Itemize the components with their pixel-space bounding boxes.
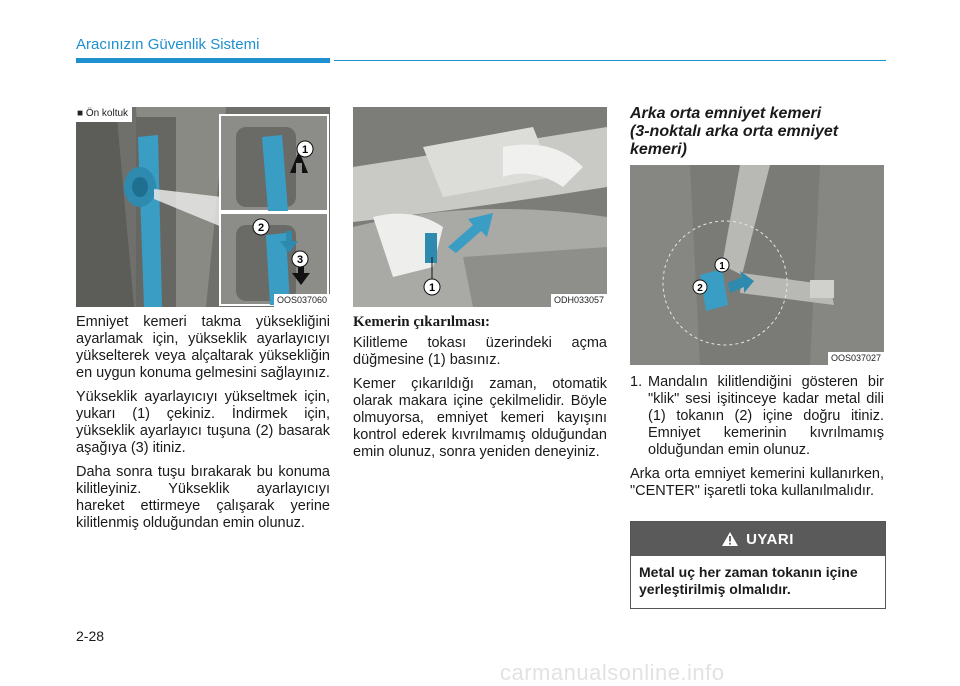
paragraph: Emniyet kemeri takma yüksekliğini ayarlamak için, yükseklik ayarlayıcıyı yükselterek veya alçaltarak yüksekliğin en uygun konuma gelmesini sağlayınız. [76, 314, 330, 381]
warning-box [630, 521, 886, 609]
paragraph: Kilitleme tokası üzerindeki açma düğmesine (1) basınız. [353, 335, 607, 368]
header-rule-thin [334, 60, 886, 61]
figure-code: OOS037060 [274, 294, 330, 307]
callout-1: 1 [719, 261, 725, 272]
callout-2: 2 [257, 222, 265, 234]
paragraph: Arka orta emniyet kemerini kullanırken, "CENTER" işaretli toka kullanılmalıdır. [630, 466, 884, 499]
figure-height-adjuster [76, 107, 330, 307]
column-1-text [76, 314, 330, 539]
section-title: Aracınızın Güvenlik Sistemi [76, 36, 260, 53]
column-2-text [353, 314, 607, 468]
section-heading [630, 105, 884, 159]
callout-1: 1 [428, 282, 436, 294]
callout-1: 1 [301, 144, 309, 156]
list-item [630, 374, 884, 459]
watermark: carmanualsonline.info [500, 660, 725, 685]
warning-text: Metal uç her zaman tokanın içine yerleştirilmiş olmalıdır. [639, 564, 858, 597]
heading-line: Arka orta emniyet kemeri [630, 105, 822, 122]
figure-rear-center-belt [630, 165, 884, 365]
figure-belt-release [353, 107, 607, 307]
list-text: Mandalın kilitlendiğini gösteren bir "klik" sesi işitinceye kadar metal dili (1) tokanın (2) içine doğru itiniz. Emniyet kemerinin kıvrılmamış olduğundan emin olunuz. [648, 374, 884, 458]
subheading: Kemerin çıkarılması: [353, 314, 491, 330]
warning-triangle-icon [722, 532, 738, 546]
figure-code: OOS037027 [828, 352, 884, 365]
callout-3: 3 [296, 254, 304, 266]
warning-label: UYARI [746, 530, 794, 548]
heading-line: kemeri) [630, 141, 687, 158]
paragraph: Daha sonra tuşu bırakarak bu konuma kilitleyiniz. Yükseklik ayarlayıcıyı hareket ettirmeye çalışarak yerine kilitlenmiş olduğundan emin olunuz. [76, 464, 330, 531]
paragraph: Yükseklik ayarlayıcıyı yükseltmek için, yukarı (1) çekiniz. İndirmek için, yükseklik ayarlayıcı tuşuna (2) basarak aşağıya (3) itiniz. [76, 389, 330, 456]
page-number: 2-28 [76, 628, 105, 644]
warning-header [631, 522, 885, 556]
paragraph: Kemer çıkarıldığı zaman, otomatik olarak makara içine çekilmelidir. Böyle olmuyorsa, emniyet kemeri kayışını kontrol ederek kıvrılmamış olduğundan emin olunuz, sonra yeniden deneyiniz. [353, 376, 607, 460]
figure-code: ODH033057 [551, 294, 607, 307]
column-3-text [630, 374, 884, 507]
callout-2: 2 [697, 283, 703, 294]
heading-line: (3-noktalı arka orta emniyet [630, 123, 839, 140]
figure-tag: ■ Ön koltuk [76, 107, 132, 122]
header-rule-thick [76, 58, 330, 63]
list-number: 1. [630, 374, 643, 390]
